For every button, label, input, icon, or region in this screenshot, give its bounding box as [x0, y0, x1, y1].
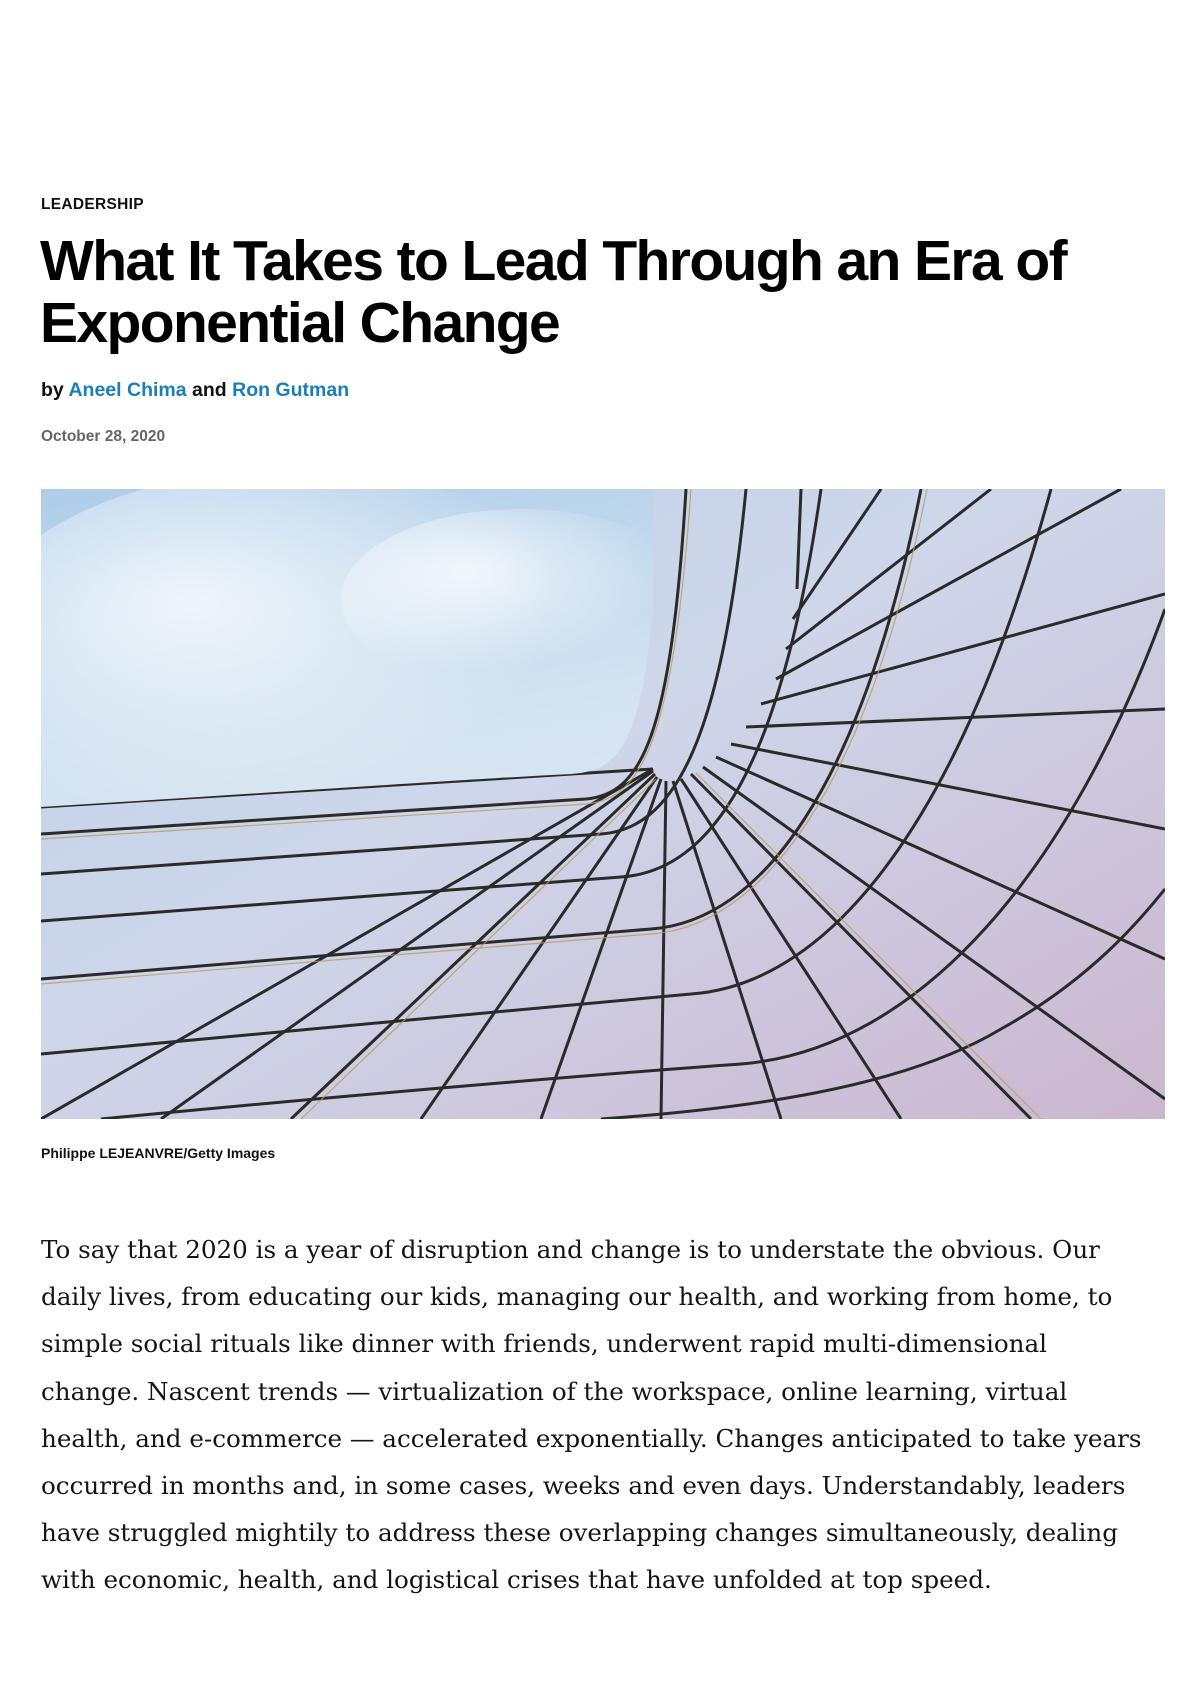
author-link-1[interactable]: Aneel Chima [68, 379, 187, 401]
body-line: change. Nascent trends — virtualization of the workspace, online learning, virtual [41, 1376, 1068, 1406]
title-line-2: Exponential Change [40, 291, 560, 355]
body-line: occurred in months and, in some cases, weeks and even days. Understandably, leaders [41, 1471, 1126, 1501]
body-line: simple social rituals like dinner with friends, underwent rapid multi-dimensional [41, 1329, 1048, 1359]
author-link-2[interactable]: Ron Gutman [232, 379, 350, 401]
publish-date: October 28, 2020 [41, 428, 166, 445]
byline-prefix: by [41, 379, 64, 401]
body-line: health, and e-commerce — accelerated exponentially. Changes anticipated to take years [41, 1423, 1142, 1453]
image-caption: Philippe LEJEANVRE/Getty Images [41, 1145, 276, 1161]
title-line-1: What It Takes to Lead Through an Era of [40, 229, 1066, 293]
body-line: have struggled mightily to address these overlapping changes simultaneously, dealing [41, 1518, 1118, 1548]
article-body [41, 1226, 1171, 1604]
body-line: To say that 2020 is a year of disruption and change is to understate the obvious. Our [41, 1235, 1100, 1264]
byline [41, 379, 349, 402]
body-line: with economic, health, and logistical crises that have unfolded at top speed. [41, 1565, 992, 1595]
body-line: daily lives, from educating our kids, managing our health, and working from home, to [41, 1282, 1113, 1312]
skyscraper-photo [41, 489, 1165, 1119]
hero-image [41, 489, 1165, 1119]
byline-conjunction: and [192, 379, 227, 401]
section-label[interactable]: LEADERSHIP [41, 196, 144, 213]
article-title [40, 230, 1170, 354]
